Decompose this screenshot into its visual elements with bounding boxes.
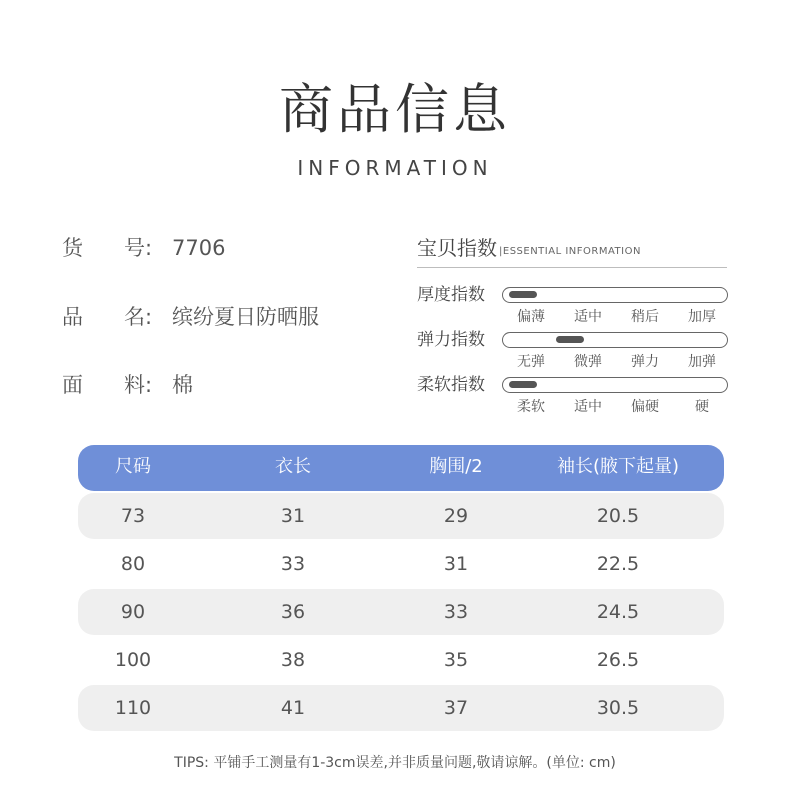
index-option: 偏硬 bbox=[631, 399, 659, 415]
info-item-number bbox=[62, 233, 225, 263]
index-name: 柔软指数 bbox=[417, 375, 485, 395]
info-item-material bbox=[62, 370, 193, 400]
page-subtitle: INFORMATION bbox=[297, 156, 493, 180]
index-option: 稍后 bbox=[631, 309, 659, 325]
table-cell: 26.5 bbox=[596, 649, 640, 671]
index-title-en: |ESSENTIAL INFORMATION bbox=[499, 246, 641, 257]
table-row bbox=[78, 589, 724, 635]
index-option: 适中 bbox=[574, 309, 602, 325]
table-header-cell: 胸围/2 bbox=[429, 456, 483, 477]
table-cell: 33 bbox=[443, 601, 469, 623]
index-divider bbox=[417, 267, 727, 268]
index-option: 无弹 bbox=[517, 354, 545, 370]
index-option: 微弹 bbox=[574, 354, 602, 370]
index-option: 硬 bbox=[695, 399, 709, 415]
index-track bbox=[502, 377, 728, 393]
index-heading bbox=[417, 233, 641, 263]
info-label-b: 料: bbox=[124, 373, 153, 397]
page-title: 商品信息 bbox=[279, 78, 511, 141]
table-row bbox=[78, 541, 724, 587]
index-option: 柔软 bbox=[517, 399, 545, 415]
table-cell: 31 bbox=[280, 505, 306, 527]
index-track bbox=[502, 332, 728, 348]
table-header-cell: 尺码 bbox=[115, 456, 151, 477]
table-row bbox=[78, 493, 724, 539]
info-label-a: 面 bbox=[62, 373, 83, 397]
index-option: 加弹 bbox=[688, 354, 716, 370]
table-cell: 80 bbox=[120, 553, 146, 575]
index-option: 偏薄 bbox=[517, 309, 545, 325]
table-header-cell: 衣长 bbox=[275, 456, 311, 477]
index-level-marker bbox=[556, 336, 584, 343]
index-name: 厚度指数 bbox=[417, 285, 485, 305]
table-cell: 31 bbox=[443, 553, 469, 575]
table-cell: 29 bbox=[443, 505, 469, 527]
table-cell: 37 bbox=[443, 697, 469, 719]
table-cell: 22.5 bbox=[596, 553, 640, 575]
table-header bbox=[78, 445, 724, 491]
table-cell: 41 bbox=[280, 697, 306, 719]
info-value: 缤纷夏日防晒服 bbox=[172, 305, 319, 329]
table-cell: 33 bbox=[280, 553, 306, 575]
tips-note: TIPS: 平铺手工测量有1-3cm误差,并非质量问题,敬请谅解。(单位: cm) bbox=[174, 755, 616, 771]
info-value: 棉 bbox=[172, 373, 193, 397]
index-level-marker bbox=[509, 381, 537, 388]
table-cell: 20.5 bbox=[596, 505, 640, 527]
table-row bbox=[78, 637, 724, 683]
index-title: 宝贝指数 bbox=[417, 236, 497, 260]
info-value: 7706 bbox=[172, 236, 226, 260]
index-option: 加厚 bbox=[688, 309, 716, 325]
index-option: 适中 bbox=[574, 399, 602, 415]
table-row bbox=[78, 685, 724, 731]
table-cell: 38 bbox=[280, 649, 306, 671]
index-level-marker bbox=[509, 291, 537, 298]
index-track bbox=[502, 287, 728, 303]
info-item-name bbox=[62, 302, 319, 332]
info-label-a: 品 bbox=[62, 305, 83, 329]
table-cell: 90 bbox=[120, 601, 146, 623]
table-cell: 100 bbox=[114, 649, 152, 671]
info-label-b: 名: bbox=[124, 305, 153, 329]
info-label-b: 号: bbox=[124, 236, 153, 260]
table-cell: 30.5 bbox=[596, 697, 640, 719]
table-cell: 36 bbox=[280, 601, 306, 623]
index-name: 弹力指数 bbox=[417, 330, 485, 350]
table-cell: 110 bbox=[114, 697, 152, 719]
table-cell: 73 bbox=[120, 505, 146, 527]
table-header-cell: 袖长(腋下起量) bbox=[556, 456, 680, 477]
index-option: 弹力 bbox=[631, 354, 659, 370]
table-cell: 24.5 bbox=[596, 601, 640, 623]
info-label-a: 货 bbox=[62, 236, 83, 260]
table-cell: 35 bbox=[443, 649, 469, 671]
